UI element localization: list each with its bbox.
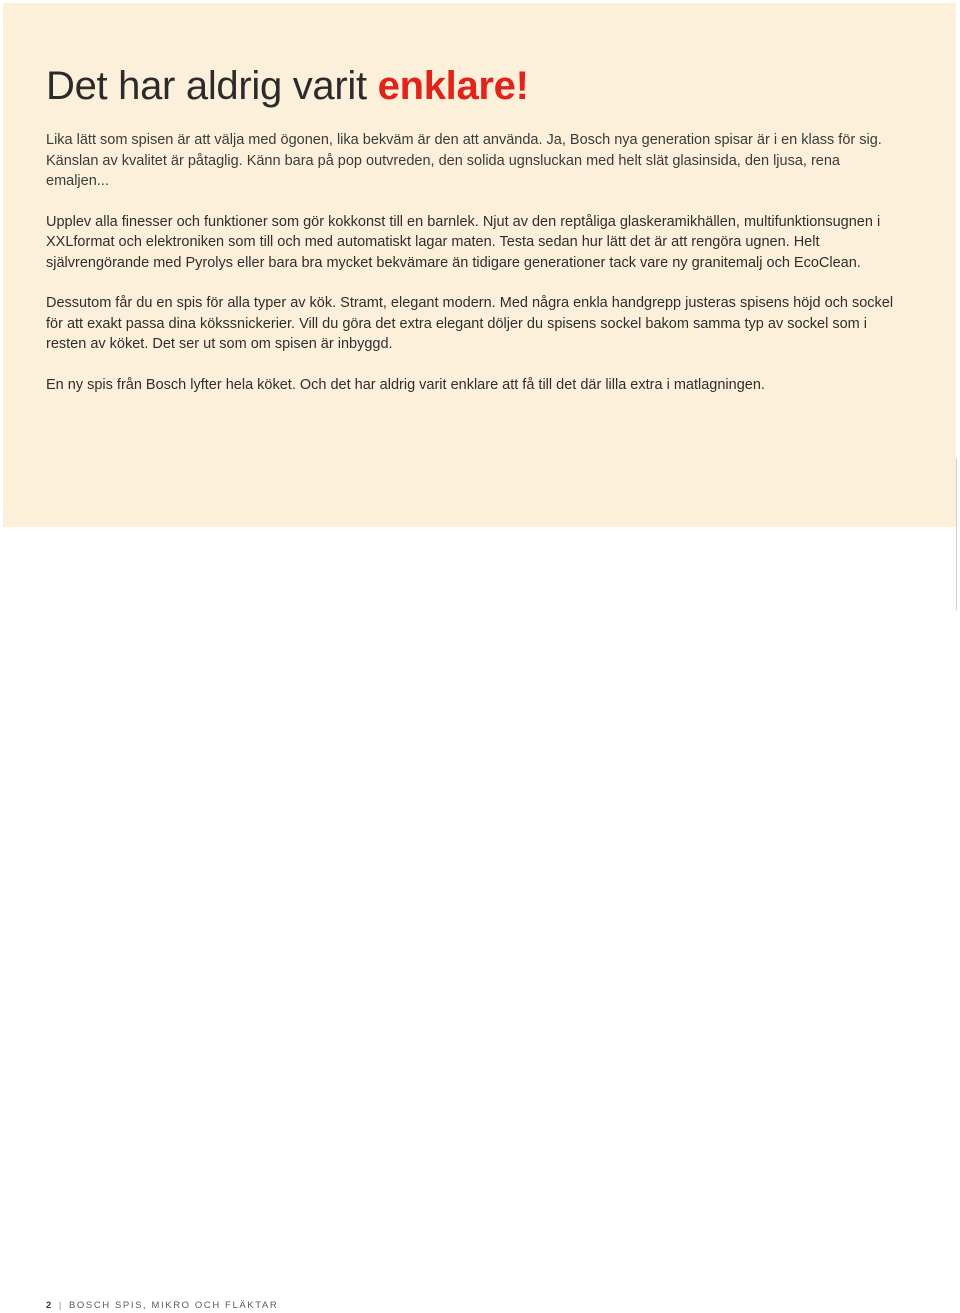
headline-prefix: Det har aldrig varit xyxy=(46,64,378,108)
footer-separator: | xyxy=(58,1300,63,1311)
page-headline xyxy=(46,60,529,112)
footer-section-title: BOSCH SPIS, MIKRO OCH FLÄKTAR xyxy=(68,1300,279,1311)
paragraph-design: Dessutom får du en spis för alla typer av kök. Stramt, elegant modern. Med några enkla handgrepp justeras spisens höjd och sockel för att exakt passa dina kökssnickerier. Vill du göra det extra elegant döljer du spisens sockel bakom samma typ av sockel som i resten av köket. Det ser ut som om spisen är inbyggd. xyxy=(46,295,894,352)
paragraph-intro: Lika lätt som spisen är att välja med ögonen, lika bekväm är den att använda. Ja, Bosch nya generation spisar är i en klass för sig. Känslan av kvalitet är påtaglig. Känn bara på pop outvreden, den solida ugnsluckan med helt slät glasinsida, den ljusa, rena emaljen... xyxy=(46,132,882,189)
headline-accent: enklare! xyxy=(377,64,529,108)
paragraph-closing: En ny spis från Bosch lyfter hela köket. Och det har aldrig varit enklare att få till det där lilla extra i matlagningen. xyxy=(46,376,765,393)
page-footer xyxy=(46,1300,278,1312)
body-text xyxy=(46,130,906,415)
page-edge-divider xyxy=(956,458,957,610)
page-number: 2 xyxy=(46,1300,53,1311)
paragraph-features: Upplev alla finesser och funktioner som gör kokkonst till en barnlek. Njut av den reptåliga glaskeramikhällen, multifunktionsugnen i XXLformat och elektroniken som till och med automatiskt lagar maten. Testa sedan hur lätt det är att rengöra ugnen. Helt självrengörande med Pyrolys eller bara bra mycket bekvämare än tidigare generationer tack vare ny granitemalj och EcoClean. xyxy=(46,213,881,271)
